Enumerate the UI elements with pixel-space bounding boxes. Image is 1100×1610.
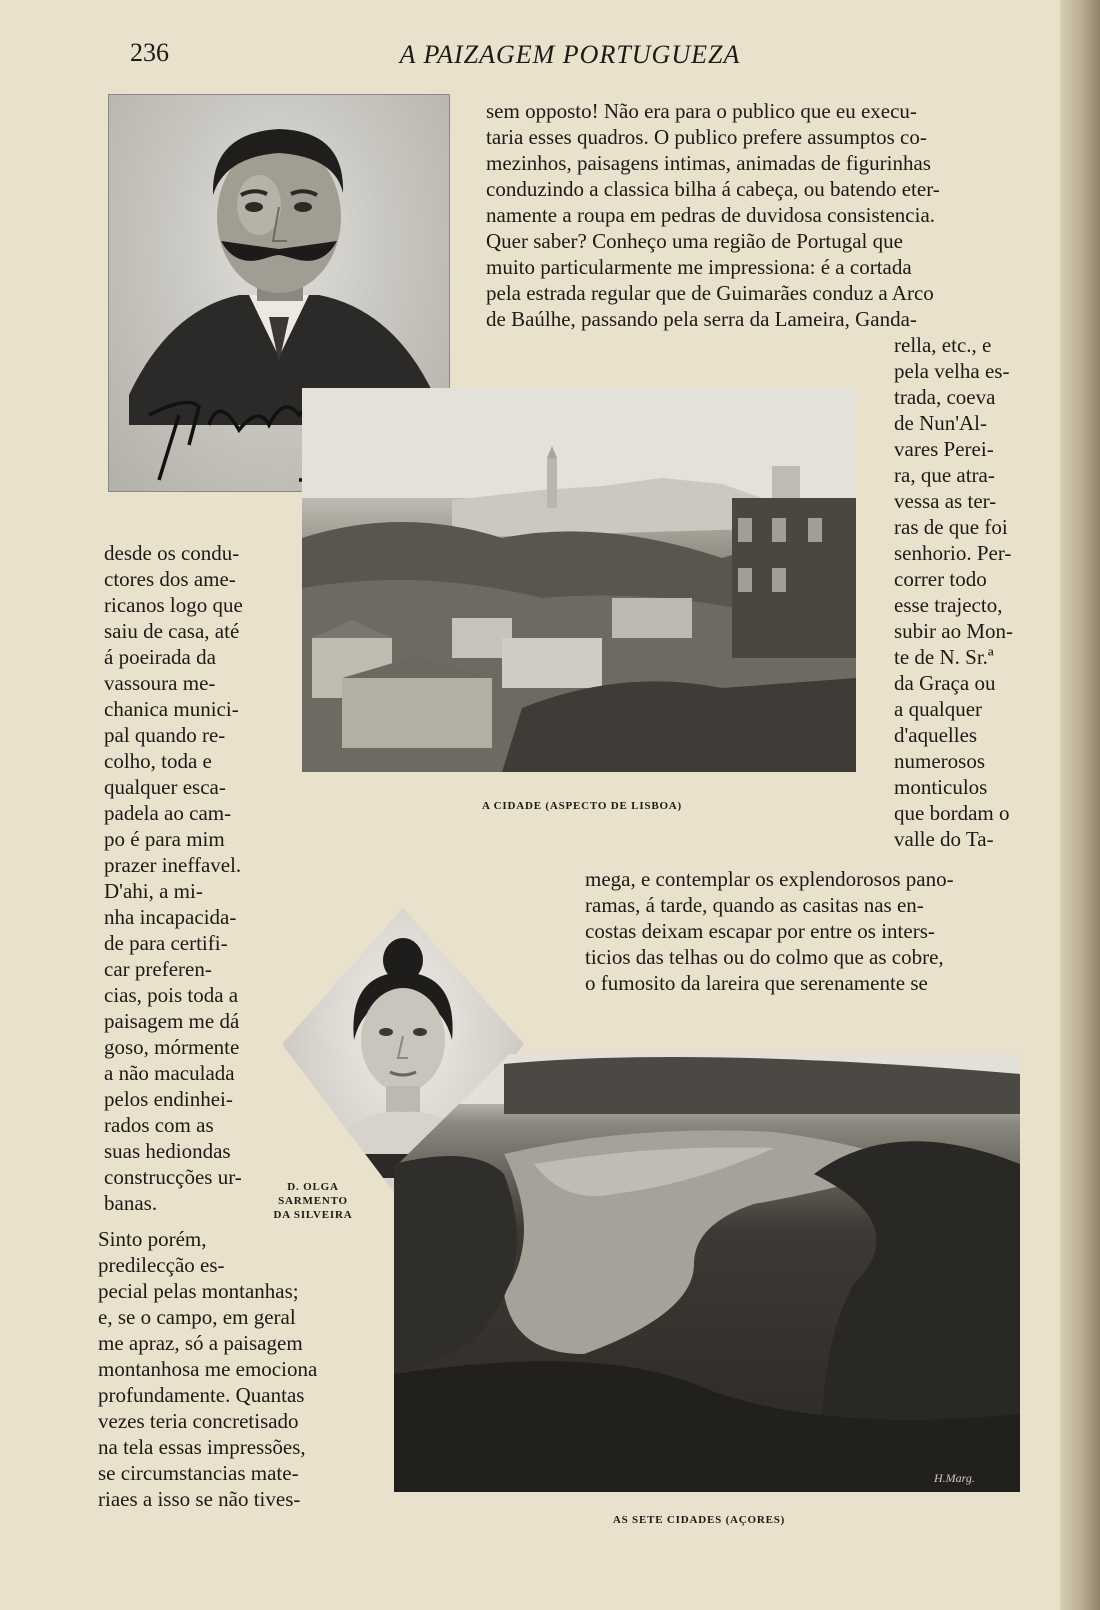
text-left-bottom: Sinto porém, predilecção es- pecial pelas montanhas; e, se o campo, em geral me apraz, só a paisagem montanhosa me emociona profundamente. Quantas vezes teria concretisado na tela essas impressões, se circumstancias mate- riaes a isso se não tives- (98, 1227, 318, 1511)
svg-text:H.Marg.: H.Marg. (934, 1471, 975, 1485)
text-left-column: desde os condu- ctores dos ame- ricanos logo que saiu de casa, até á poeirada da vassoura me- chanica munici- pal quando re- colho, toda e qualquer esca- padela ao cam- po é para mim prazer ineffavel. D'ahi, a mi- nha incapacida- de para certifi- car preferen- cias, pois toda a paisagem me dá goso, mórmente a não maculada pelos endinhei- rados com as suas hediondas construcções ur- banas. (104, 541, 243, 1215)
text-right-narrow: rella, etc., e pela velha es- trada, coeva de Nun'Al- vares Perei- ra, que atra- vessa as ter- ras de que foi senhorio. Per- correr todo esse trajecto, subir ao Mon- te de N. Sr.ª da Graça ou a qualquer d'aquelles numerosos monticulos que bordam o valle do Ta- (894, 333, 1013, 851)
page-title: A PAIZAGEM PORTUGUEZA (399, 40, 741, 69)
lake-photo (394, 1054, 1020, 1492)
city-photo (302, 388, 856, 772)
woman-caption: D. OLGA SARMENTO DA SILVEIRA (273, 1181, 353, 1221)
city-caption: A CIDADE (ASPECTO DE LISBOA) (481, 800, 683, 812)
page-number: 236 (130, 38, 169, 67)
text-right-bottom: mega, e contemplar os explendorosos pano- ramas, á tarde, quando as casitas nas en- costas deixam escapar por entre os inters- ticios das telhas ou do colmo que as cobre, o fumosito da lareira que serenamente se (585, 867, 954, 995)
lake-caption: AS SETE CIDADES (AÇORES) (612, 1514, 786, 1526)
text-right-top: sem opposto! Não era para o publico que eu execu- taria esses quadros. O publico prefere assumptos co- mezinhos, paisagens intimas, animadas de figurinhas conduzindo a classica bilha á cabeça, ou batendo eter- namente a roupa em pedras de duvidosa consistencia. Quer saber? Conheço uma região de Portugal que muito particularmente me impressiona: é a cortada pela estrada regular que de Guimarães conduz a Arco de Baúlhe, passando pela serra da Lameira, Ganda- (486, 99, 940, 331)
page-edge (1060, 0, 1100, 1610)
